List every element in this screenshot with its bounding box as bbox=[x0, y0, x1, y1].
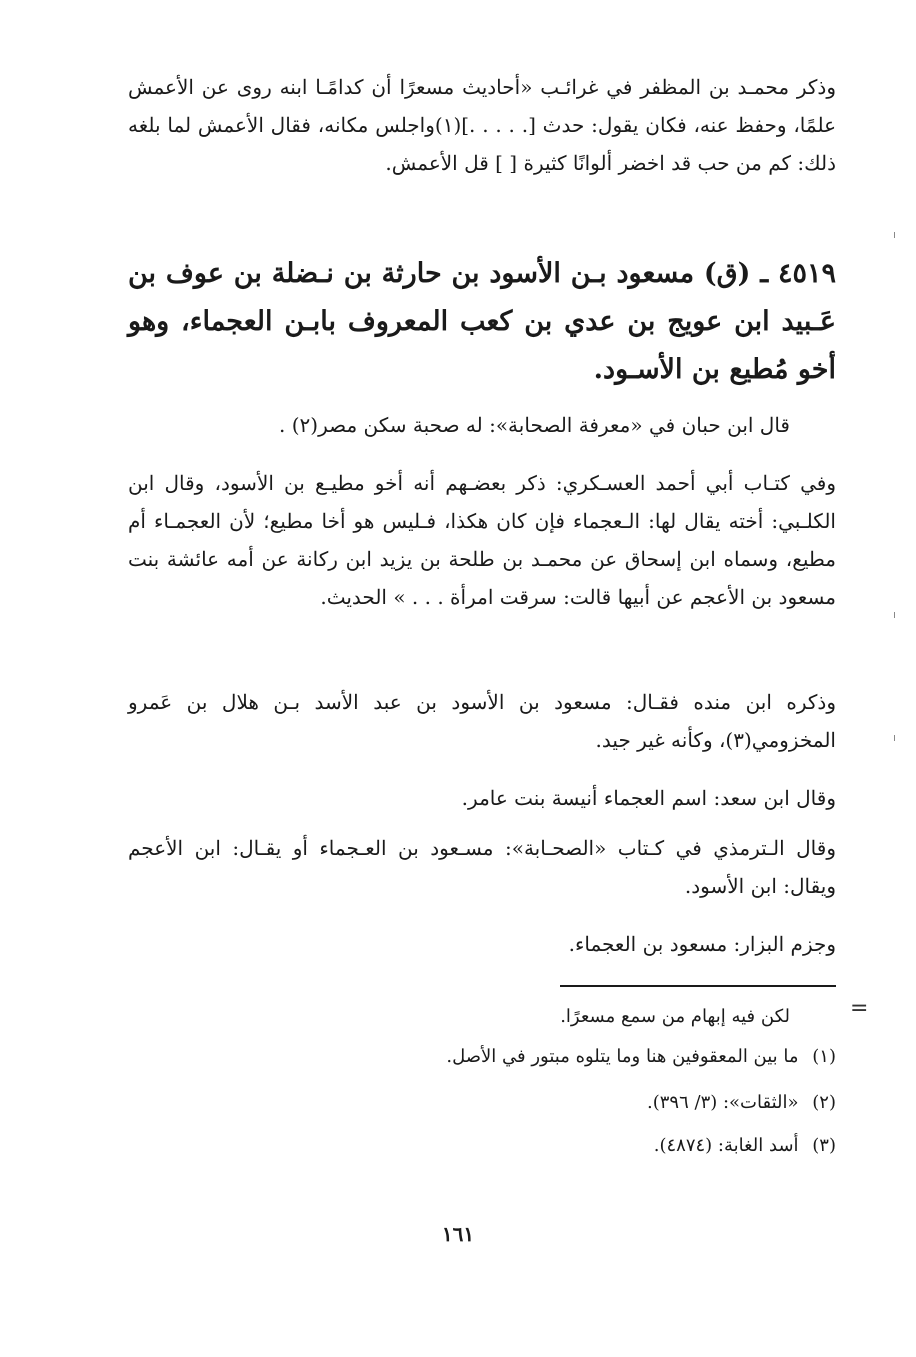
footnote-separator bbox=[560, 985, 836, 987]
footnote-text: «الثقات»: (٣/ ٣٩٦). bbox=[647, 1092, 799, 1113]
margin-mark bbox=[894, 612, 895, 618]
footnote-number: (٣) bbox=[812, 1135, 836, 1156]
intro-paragraph bbox=[128, 68, 836, 182]
paragraph-ibn-mandah bbox=[128, 683, 836, 759]
paragraph-ibn-saad bbox=[128, 779, 836, 817]
footnote-continuation-mark: = bbox=[850, 996, 869, 1021]
entry-heading: ٤٥١٩ ـ (ق) مسعود بـن الأسود بن حارثة بن نـضلة بن عوف بن عَـبيد ابن عويج بن عدي بن كعب المعروف بابـن العجماء، وهو أخو مُطيع بن الأسـود. bbox=[128, 258, 836, 385]
intro-text: وذكر محمـد بن المظفر في غرائـب «أحاديث مسعرًا أن كدامًـا ابنه روى عن الأعمش علمًا، وحفظ عنه، فكان يقول: حدث [. . . . .](١)واجلس مكانه، فقال الأعمش لما بلغه ذلك: كم من حب قد اخضر ألوانًا كثيرة [ ] قل الأعمش. bbox=[128, 75, 836, 175]
paragraph-ibn-hibban-text: قال ابن حبان في «معرفة الصحابة»: له صحبة سكن مصر(٢) . bbox=[278, 413, 790, 437]
margin-mark bbox=[894, 735, 895, 741]
paragraph-bazzar-text: وجزم البزار: مسعود بن العجماء. bbox=[568, 932, 836, 956]
footnote-1 bbox=[128, 1042, 836, 1072]
margin-mark bbox=[894, 232, 895, 238]
footnote-number: (٢) bbox=[812, 1092, 836, 1113]
footnote-3 bbox=[128, 1131, 836, 1161]
page-number: ١٦١ bbox=[441, 1222, 475, 1246]
footnote-text: أسد الغابة: (٤٨٧٤). bbox=[653, 1135, 799, 1156]
paragraph-ibn-hibban bbox=[128, 406, 836, 444]
paragraph-askari bbox=[128, 464, 836, 616]
paragraph-tirmidhi-text: وقال الـترمذي في كـتاب «الصحـابة»: مسـعود بن العـجماء أو يقـال: ابن الأعجم ويقال: ابن الأسود. bbox=[128, 836, 836, 898]
footnote-2 bbox=[128, 1088, 836, 1118]
paragraph-askari-text: وفي كتـاب أبي أحمد العسـكري: ذكر بعضـهم أنه أخو مطيـع بن الأسود، وقال ابن الكلـبي: أخته يقال لها: الـعجماء فإن كان هكذا، فـليس هو أخا مطيع؛ لأن العجمـاء أم مطيع، وسماه ابن إسحاق عن محمـد بن طلحة بن يزيد ابن ركانة عن أمه عائشة بنت مسعود بن الأعجم عن أبيها قالت: سرقت امرأة . . . » الحديث. bbox=[128, 471, 836, 609]
paragraph-bazzar bbox=[128, 925, 836, 963]
footnote-text: ما بين المعقوفين هنا وما يتلوه مبتور في الأصل. bbox=[446, 1046, 799, 1067]
paragraph-ibn-mandah-text: وذكره ابن منده فقـال: مسعود بن الأسود بن عبد الأسد بـن هلال بن عَمرو المخزومي(٣)، وكأنه غير جيد. bbox=[128, 690, 836, 752]
paragraph-ibn-saad-text: وقال ابن سعد: اسم العجماء أنيسة بنت عامر. bbox=[461, 786, 836, 810]
paragraph-tirmidhi bbox=[128, 829, 836, 905]
footnote-number: (١) bbox=[812, 1046, 836, 1067]
footnote-continuation: لكن فيه إبهام من سمع مسعرًا. bbox=[560, 1006, 790, 1027]
